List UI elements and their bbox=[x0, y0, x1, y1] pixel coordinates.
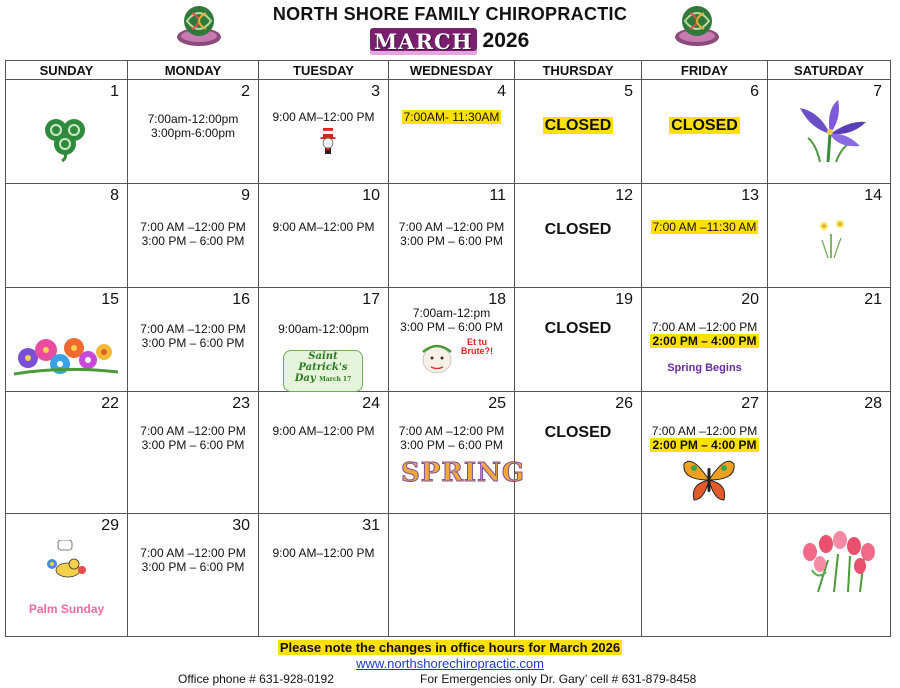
hours-line: 7:00 AM –12:00 PM bbox=[398, 220, 505, 234]
event-label: Palm Sunday bbox=[28, 602, 105, 616]
day-cell-empty bbox=[768, 514, 891, 637]
day-number: 4 bbox=[497, 83, 506, 100]
hours-line: 3:00 PM – 6:00 PM bbox=[141, 560, 245, 574]
day-number: 26 bbox=[615, 395, 633, 412]
day-cell-18 bbox=[389, 288, 515, 392]
day-cell-20 bbox=[642, 288, 768, 392]
shamrock-icon bbox=[40, 114, 92, 162]
hours-line: 7:00 AM –12:00 PM bbox=[398, 424, 505, 438]
office-hours bbox=[259, 220, 388, 234]
closed-label: CLOSED bbox=[544, 320, 612, 337]
hours-line: 9:00 AM–12:00 PM bbox=[272, 546, 375, 560]
snoopy-icon bbox=[44, 540, 90, 580]
day-number: 16 bbox=[232, 291, 250, 308]
day-number: 31 bbox=[362, 517, 380, 534]
office-hours bbox=[642, 220, 767, 234]
day-cell-4 bbox=[389, 80, 515, 184]
weekday-header-row bbox=[6, 61, 891, 80]
hours-line: 3:00 PM – 6:00 PM bbox=[141, 438, 245, 452]
day-number: 7 bbox=[873, 83, 882, 100]
day-number: 18 bbox=[488, 291, 506, 308]
day-cell-1 bbox=[6, 80, 128, 184]
hours-line-highlighted: 7:00 AM –11:30 AM bbox=[652, 220, 757, 234]
day-cell-16 bbox=[128, 288, 259, 392]
day-cell-7 bbox=[768, 80, 891, 184]
day-number: 21 bbox=[864, 291, 882, 308]
art-text: Saint bbox=[308, 351, 338, 362]
day-cell-9 bbox=[128, 184, 259, 288]
note-text: Please note the changes in office hours for March 2026 bbox=[279, 640, 621, 655]
day-number: 22 bbox=[101, 395, 119, 412]
hours-line: 9:00am-12:00pm bbox=[278, 322, 369, 336]
daffodil-icon bbox=[816, 218, 846, 258]
calendar-grid bbox=[5, 60, 891, 637]
day-cell-28 bbox=[768, 392, 891, 514]
art-text: March 17 bbox=[319, 376, 352, 383]
day-cell-15 bbox=[6, 288, 128, 392]
office-hours bbox=[128, 424, 258, 452]
day-cell-22 bbox=[6, 392, 128, 514]
month-label: MARCH bbox=[370, 28, 477, 55]
celtic-knot-logo-icon bbox=[672, 3, 722, 49]
day-cell-empty bbox=[515, 514, 642, 637]
weekday-header: SATURDAY bbox=[768, 61, 891, 80]
month-year bbox=[370, 26, 529, 56]
hours-line: 3:00 PM – 6:00 PM bbox=[141, 336, 245, 350]
day-cell-6 bbox=[642, 80, 768, 184]
art-text: Patrick's bbox=[298, 362, 348, 373]
day-number: 15 bbox=[101, 291, 119, 308]
closed-label: CLOSED bbox=[544, 424, 612, 441]
day-cell-11 bbox=[389, 184, 515, 288]
hours-line: 7:00 AM –12:00 PM bbox=[651, 320, 758, 334]
office-hours bbox=[642, 424, 767, 452]
day-cell-23 bbox=[128, 392, 259, 514]
weekday-header: TUESDAY bbox=[259, 61, 389, 80]
day-number: 24 bbox=[362, 395, 380, 412]
office-hours bbox=[642, 320, 767, 348]
day-cell-empty bbox=[389, 514, 515, 637]
day-number: 25 bbox=[488, 395, 506, 412]
day-number: 3 bbox=[371, 83, 380, 100]
day-cell-10 bbox=[259, 184, 389, 288]
hours-line-highlighted: 2:00 PM – 4:00 PM bbox=[652, 334, 757, 348]
tulips-icon bbox=[798, 530, 882, 594]
event-label: Spring Begins bbox=[667, 362, 742, 374]
week-row bbox=[6, 392, 891, 514]
flowers-icon bbox=[14, 334, 118, 380]
office-hours bbox=[128, 546, 258, 574]
hours-line: 7:00 AM –12:00 PM bbox=[140, 220, 246, 234]
hours-line: 7:00am-12:00pm bbox=[147, 112, 239, 126]
office-hours bbox=[128, 220, 258, 248]
office-hours bbox=[389, 424, 514, 452]
hours-line: 3:00 PM – 6:00 PM bbox=[400, 320, 503, 334]
day-number: 13 bbox=[741, 187, 759, 204]
day-cell-8 bbox=[6, 184, 128, 288]
hours-line: 9:00 AM–12:00 PM bbox=[272, 220, 375, 234]
day-cell-29 bbox=[6, 514, 128, 637]
header bbox=[0, 0, 900, 60]
hours-line: 9:00 AM–12:00 PM bbox=[272, 424, 375, 438]
emergency-contact: For Emergencies only Dr. Gary’ cell # 631-879-8458 bbox=[420, 672, 697, 686]
hours-line-highlighted: 7:00AM- 11:30AM bbox=[403, 110, 500, 124]
closed-label: CLOSED bbox=[544, 221, 612, 238]
hours-line: 7:00 AM –12:00 PM bbox=[140, 322, 246, 336]
closed-label bbox=[642, 117, 767, 135]
day-number: 5 bbox=[624, 83, 633, 100]
day-number: 12 bbox=[615, 187, 633, 204]
crocus-icon bbox=[790, 98, 870, 164]
day-number: 2 bbox=[241, 83, 250, 100]
office-hours bbox=[259, 424, 388, 438]
weekday-header: WEDNESDAY bbox=[389, 61, 515, 80]
day-cell-25 bbox=[389, 392, 526, 514]
day-number: 8 bbox=[110, 187, 119, 204]
day-cell-12 bbox=[515, 184, 642, 288]
day-cell-30 bbox=[128, 514, 259, 637]
day-cell-5 bbox=[515, 80, 642, 184]
cat-in-hat-icon bbox=[317, 128, 339, 154]
day-number: 29 bbox=[101, 517, 119, 534]
page-title: NORTH SHORE FAMILY CHIROPRACTIC bbox=[272, 4, 628, 24]
day-cell-19 bbox=[515, 288, 642, 392]
day-cell-14 bbox=[768, 184, 891, 288]
caesar-icon bbox=[417, 338, 457, 376]
day-cell-31 bbox=[259, 514, 389, 637]
weekday-header: FRIDAY bbox=[642, 61, 768, 80]
hours-line: 3:00 PM – 6:00 PM bbox=[400, 438, 503, 452]
hours-line: 9:00 AM–12:00 PM bbox=[272, 110, 375, 124]
day-cell-2 bbox=[128, 80, 259, 184]
office-hours bbox=[389, 110, 514, 124]
day-cell-empty bbox=[642, 514, 768, 637]
week-row bbox=[6, 288, 891, 392]
office-hours bbox=[389, 306, 514, 334]
office-hours bbox=[389, 220, 514, 248]
closed-text: CLOSED bbox=[671, 117, 738, 134]
day-number: 20 bbox=[741, 291, 759, 308]
spring-art-icon: SPRING bbox=[401, 458, 526, 488]
office-hours bbox=[259, 546, 388, 560]
hours-line: 7:00 AM –12:00 PM bbox=[140, 546, 246, 560]
hours-line-highlighted: 2:00 PM – 4:00 PM bbox=[652, 438, 757, 452]
day-number: 6 bbox=[750, 83, 759, 100]
hours-line: 3:00pm-6:00pm bbox=[150, 126, 236, 140]
day-number: 10 bbox=[362, 187, 380, 204]
day-number: 14 bbox=[864, 187, 882, 204]
weekday-header: THURSDAY bbox=[515, 61, 642, 80]
week-row bbox=[6, 514, 891, 637]
hours-line: 3:00 PM – 6:00 PM bbox=[141, 234, 245, 248]
closed-text: CLOSED bbox=[544, 117, 612, 134]
office-phone: Office phone # 631-928-0192 bbox=[178, 672, 334, 686]
day-cell-26 bbox=[515, 392, 642, 514]
day-cell-17 bbox=[259, 288, 389, 392]
office-hours bbox=[128, 112, 258, 140]
hours-line: 7:00 AM –12:00 PM bbox=[651, 424, 758, 438]
day-cell-24 bbox=[259, 392, 389, 514]
day-cell-13 bbox=[642, 184, 768, 288]
weekday-header: SUNDAY bbox=[6, 61, 128, 80]
art-text: Day bbox=[294, 373, 316, 384]
day-number: 9 bbox=[241, 187, 250, 204]
butterfly-icon bbox=[682, 454, 736, 504]
office-hours bbox=[128, 322, 258, 350]
hours-line: 3:00 PM – 6:00 PM bbox=[400, 234, 503, 248]
day-number: 28 bbox=[864, 395, 882, 412]
day-number: 27 bbox=[741, 395, 759, 412]
day-number: 19 bbox=[615, 291, 633, 308]
day-number: 1 bbox=[110, 83, 119, 100]
day-number: 11 bbox=[489, 187, 506, 204]
art-text-line bbox=[284, 373, 362, 385]
speech-bubble: Et tu Brute?! bbox=[461, 337, 493, 356]
hours-line: 7:00am-12:pm bbox=[412, 306, 491, 320]
day-number: 23 bbox=[232, 395, 250, 412]
day-cell-3 bbox=[259, 80, 389, 184]
office-hours bbox=[259, 322, 388, 336]
day-number: 30 bbox=[232, 517, 250, 534]
website-link[interactable]: www.northshorechiropractic.com bbox=[356, 656, 544, 671]
office-hours-change-note bbox=[0, 640, 900, 655]
day-number: 17 bbox=[362, 291, 380, 308]
weekday-header: MONDAY bbox=[128, 61, 259, 80]
year-label: 2026 bbox=[482, 29, 530, 52]
st-patricks-day-icon bbox=[283, 350, 363, 392]
day-cell-21 bbox=[768, 288, 891, 392]
office-hours bbox=[259, 110, 388, 124]
day-cell-27 bbox=[642, 392, 768, 514]
week-row bbox=[6, 184, 891, 288]
closed-label bbox=[515, 117, 641, 135]
hours-line: 7:00 AM –12:00 PM bbox=[140, 424, 246, 438]
week-row bbox=[6, 80, 891, 184]
